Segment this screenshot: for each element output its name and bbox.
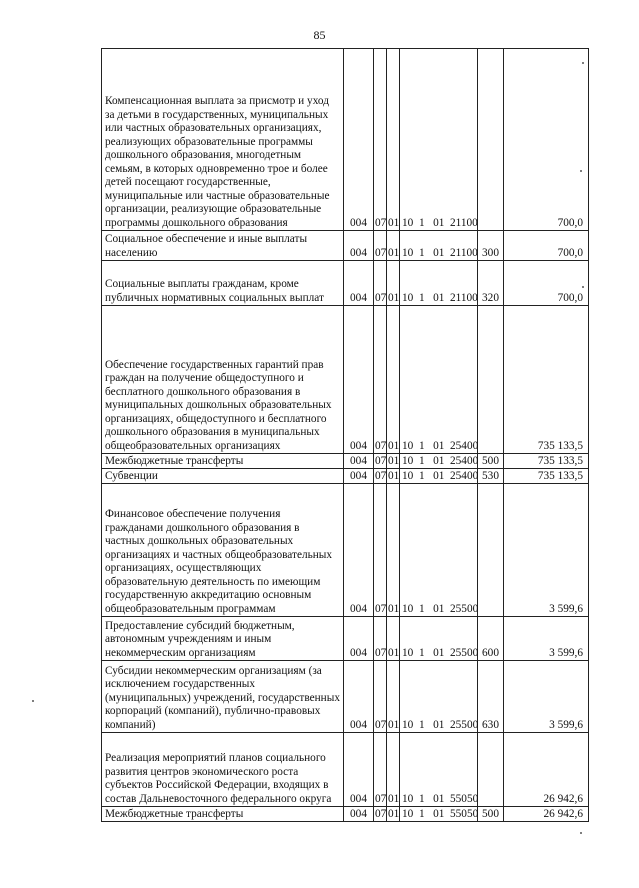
- row-subsection: 01: [387, 231, 400, 261]
- table-row: [102, 231, 589, 261]
- row-name: Межбюджетные трансферты: [102, 454, 344, 469]
- row-program-code: 10 1 01 25500: [400, 617, 478, 661]
- row-admin-code: 004: [344, 661, 374, 733]
- row-admin-code: 004: [344, 49, 374, 231]
- row-admin-code: 004: [344, 454, 374, 469]
- row-subsection: 01: [387, 733, 400, 807]
- row-section: 07: [375, 454, 387, 467]
- row-subsection: 01: [387, 484, 400, 617]
- row-section: 07: [375, 807, 387, 820]
- row-amount: 735 133,5: [504, 469, 589, 484]
- row-name: Межбюджетные трансферты: [102, 807, 344, 822]
- row-expense-type: 630: [478, 661, 504, 733]
- row-program-code: 10 1 01 21100: [400, 231, 478, 261]
- row-admin-code: 004: [344, 484, 374, 617]
- budget-table: [101, 48, 589, 822]
- row-section: 07: [374, 261, 387, 306]
- row-program-code: 10 1 01 21100: [400, 49, 478, 231]
- row-name: Субвенции: [102, 469, 344, 484]
- row-expense-type: 320: [478, 261, 504, 306]
- row-admin-code: 004: [344, 733, 374, 807]
- row-admin-code: 004: [344, 261, 374, 306]
- page-number: 85: [313, 28, 326, 42]
- row-amount: 26 942,6: [504, 733, 589, 807]
- row-section: 07: [375, 469, 387, 482]
- table-row: [102, 617, 589, 661]
- row-name: Предоставление субсидий бюджетным, автономным учреждениям и иным некоммерческим организациям: [102, 617, 344, 661]
- row-amount: 735 133,5: [504, 306, 589, 454]
- row-subsection: 01: [387, 617, 400, 661]
- row-expense-type: [478, 484, 504, 617]
- row-amount: 26 942,6: [504, 807, 589, 822]
- row-subsection: 01: [387, 49, 400, 231]
- table-row: [102, 661, 589, 733]
- row-program-code: 10 1 01 25400: [400, 454, 478, 469]
- row-subsection: 01: [388, 454, 400, 467]
- row-name: Обеспечение государственных гарантий прав граждан на получение общедоступного и бесплатного дошкольного образования в муниципальных дошкольных образовательных организациях, общедоступного и бесплатного дошкольного образования в муниципальных общеобразовательных организациях: [102, 306, 344, 454]
- row-subsection: 01: [388, 807, 400, 820]
- table-row: [102, 469, 589, 484]
- scan-speck: [580, 832, 582, 834]
- row-amount: 3 599,6: [504, 617, 589, 661]
- scan-speck: [32, 700, 34, 702]
- row-section: 07: [374, 306, 387, 454]
- row-subsection: 01: [387, 261, 400, 306]
- row-admin-code: 004: [344, 231, 374, 261]
- row-amount: 3 599,6: [504, 484, 589, 617]
- row-amount: 735 133,5: [504, 454, 589, 469]
- row-admin-code: 004: [344, 617, 374, 661]
- row-section: 07: [374, 661, 387, 733]
- scan-speck: [580, 170, 582, 172]
- table-row: [102, 807, 589, 822]
- table-row: [102, 733, 589, 807]
- row-name: Социальное обеспечение и иные выплаты населению: [102, 231, 344, 261]
- row-amount: 3 599,6: [504, 661, 589, 733]
- row-admin-code: 004: [344, 807, 374, 822]
- row-program-code: 10 1 01 25400: [400, 469, 478, 484]
- row-amount: 700,0: [504, 261, 589, 306]
- scan-speck: [582, 62, 584, 64]
- row-expense-type: [478, 733, 504, 807]
- row-section: 07: [374, 484, 387, 617]
- table-row: [102, 306, 589, 454]
- row-section: 07: [374, 49, 387, 231]
- row-expense-type: 500: [478, 454, 504, 469]
- row-program-code: 10 1 01 55050: [400, 733, 478, 807]
- row-admin-code: 004: [344, 469, 374, 484]
- row-section: 07: [374, 231, 387, 261]
- row-section: 07: [374, 617, 387, 661]
- table-row: [102, 261, 589, 306]
- row-admin-code: 004: [344, 306, 374, 454]
- row-amount: 700,0: [504, 49, 589, 231]
- row-amount: 700,0: [504, 231, 589, 261]
- row-program-code: 10 1 01 25500: [400, 484, 478, 617]
- row-expense-type: 530: [478, 469, 504, 484]
- row-subsection: 01: [387, 661, 400, 733]
- table-row: [102, 49, 589, 231]
- row-program-code: 10 1 01 25400: [400, 306, 478, 454]
- budget-table-body: [102, 49, 589, 822]
- row-expense-type: 500: [478, 807, 504, 822]
- row-name: Финансовое обеспечение получения гражданами дошкольного образования в частных дошкольных образовательных организациях и частных общеобразовательных организациях, осуществляющих образовательную деятельность по имеющим государственную аккредитацию основным общеобразовательным программам: [102, 484, 344, 617]
- table-row: [102, 484, 589, 617]
- row-program-code: 10 1 01 21100: [400, 261, 478, 306]
- row-subsection: 01: [388, 469, 400, 482]
- row-name: Реализация мероприятий планов социального развития центров экономического роста субъектов Российской Федерации, входящих в состав Дальневосточного федерального округа: [102, 733, 344, 807]
- row-name: Социальные выплаты гражданам, кроме публичных нормативных социальных выплат: [102, 261, 344, 306]
- row-expense-type: 300: [478, 231, 504, 261]
- row-subsection: 01: [387, 306, 400, 454]
- row-program-code: 10 1 01 25500: [400, 661, 478, 733]
- row-name: Субсидии некоммерческим организациям (за исключением государственных (муниципальных) учреждений, государственных корпораций (компаний), публично-правовых компаний): [102, 661, 344, 733]
- row-expense-type: 600: [478, 617, 504, 661]
- row-section: 07: [374, 733, 387, 807]
- row-expense-type: [478, 49, 504, 231]
- row-name: Компенсационная выплата за присмотр и уход за детьми в государственных, муниципальных или частных образовательных организациях, реализующих образовательные программы дошкольного образования, многодетным семьям, в которых одновременно трое и более детей посещают государственные, муниципальные или частные образовательные организации, реализующие образовательные программы дошкольного образования: [102, 49, 344, 231]
- row-expense-type: [478, 306, 504, 454]
- table-row: [102, 454, 589, 469]
- scan-speck: [582, 286, 584, 288]
- row-program-code: 10 1 01 55050: [400, 807, 478, 822]
